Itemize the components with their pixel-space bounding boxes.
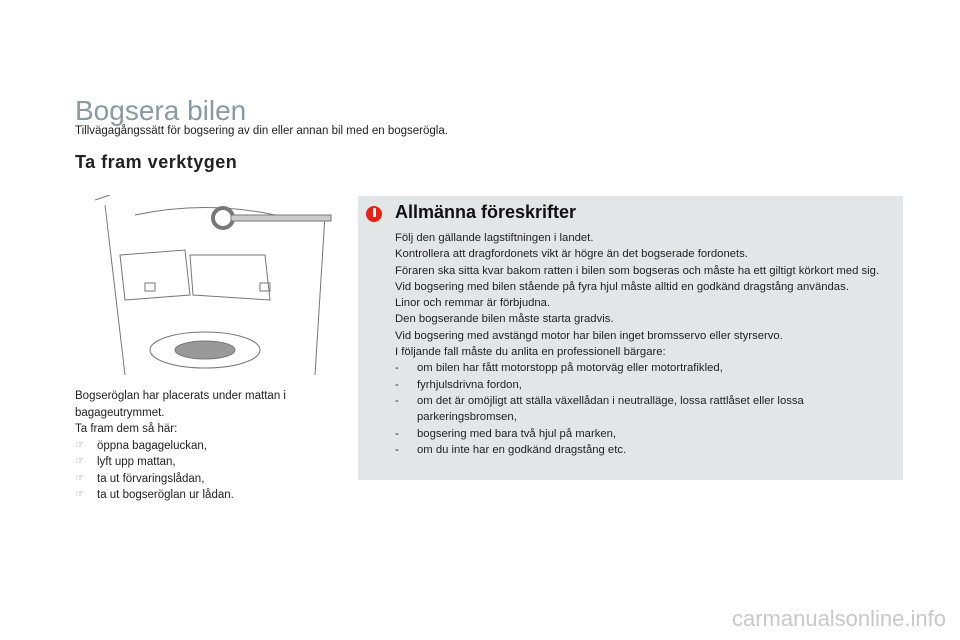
list-item — [395, 426, 895, 442]
list-item — [75, 487, 335, 504]
rule-line: Vid bogsering med avstängd motor har bilen inget bromsservo eller styrservo. — [395, 329, 783, 342]
case-text: om bilen har fått motorstopp på motorväg eller motortrafikled, — [417, 362, 723, 375]
rule-line: Följ den gällande lagstiftningen i landet. — [395, 232, 594, 244]
case-text: fyrhjulsdrivna fordon, — [417, 378, 522, 391]
intro-text-2: Ta fram dem så här: — [75, 423, 178, 435]
warning-icon — [366, 206, 382, 222]
pointing-hand-icon: ☞ — [75, 456, 84, 467]
list-item — [395, 393, 895, 426]
step-text: lyft upp mattan, — [97, 456, 176, 468]
dash-bullet: - — [395, 427, 399, 440]
step-text: ta ut förvaringslådan, — [97, 472, 205, 485]
dash-bullet: - — [395, 394, 399, 407]
section-heading: Ta fram verktygen — [75, 152, 238, 172]
list-item — [75, 471, 335, 488]
list-item — [75, 454, 335, 471]
trunk-illustration — [75, 195, 340, 380]
case-text: bogsering med bara två hjul på marken, — [417, 427, 617, 440]
step-text: ta ut bogseröglan ur lådan. — [97, 489, 234, 501]
list-item — [395, 377, 895, 393]
list-item — [395, 442, 895, 458]
box-title: Allmänna föreskrifter — [395, 202, 577, 222]
pointing-hand-icon: ☞ — [75, 489, 84, 500]
step-text: öppna bagageluckan, — [97, 439, 207, 452]
rule-line: Den bogserande bilen måste starta gradvis. — [395, 313, 614, 326]
box-body — [395, 230, 895, 458]
pointing-hand-icon: ☞ — [75, 439, 84, 451]
rule-line: Vid bogsering med bilen stående på fyra hjul måste alltid en godkänd dragstång användas. — [395, 280, 849, 293]
rule-line: Linor och remmar är förbjudna. — [395, 297, 551, 310]
page-title: Bogsera bilen — [75, 95, 247, 126]
dash-bullet: - — [395, 378, 399, 391]
intro-text: Bogseröglan har placerats under mattan i bagageutrymmet. — [75, 390, 286, 419]
dash-bullet: - — [395, 443, 399, 456]
pointing-hand-icon: ☞ — [75, 472, 84, 484]
page-subtitle: Tillvägagångssätt för bogsering av din eller annan bil med en bogserögla. — [75, 125, 448, 137]
list-item — [75, 438, 335, 455]
case-text: om det är omöjligt att ställa växellådan i neutralläge, lossa rattlåset eller lossa parkeringsbromsen, — [417, 394, 804, 424]
general-rules-box — [358, 196, 903, 480]
dash-bullet: - — [395, 362, 399, 375]
rule-line: I följande fall måste du anlita en professionell bärgare: — [395, 346, 666, 359]
rule-line: Kontrollera att dragfordonets vikt är högre än det bogserade fordonets. — [395, 248, 748, 261]
list-item — [395, 360, 895, 376]
tool-instructions — [75, 388, 335, 504]
case-text: om du inte har en godkänd dragstång etc. — [417, 443, 627, 456]
rule-line: Föraren ska sitta kvar bakom ratten i bilen som bogseras och måste ha ett giltigt körkort med sig. — [395, 264, 880, 277]
watermark: carmanualsonline.info — [731, 606, 946, 631]
